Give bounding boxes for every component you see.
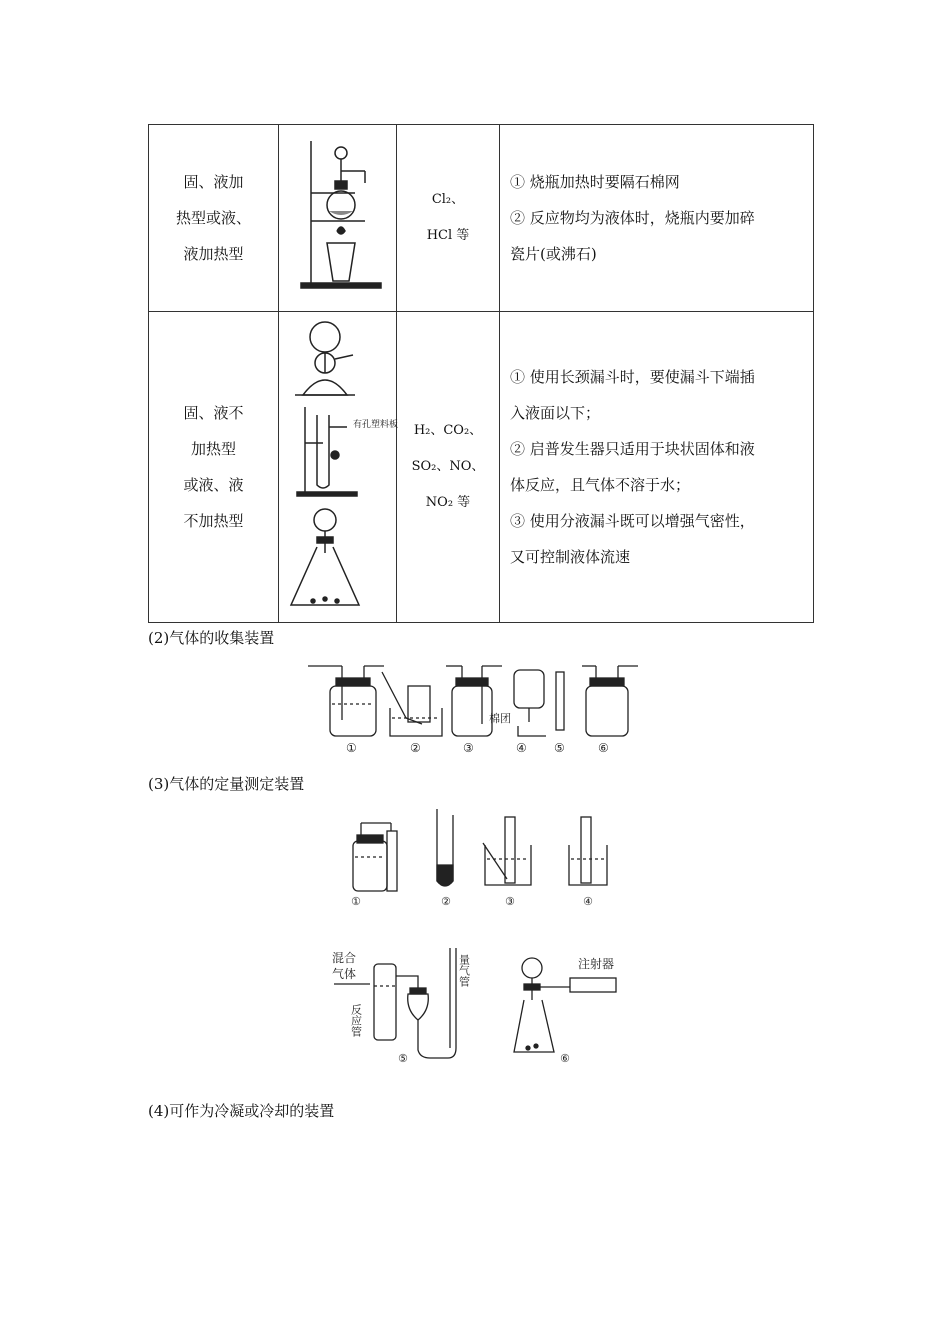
reaction-type-cell [149, 312, 279, 623]
type-line: 不加热型 [183, 512, 244, 530]
measure-label-1: ① [351, 895, 361, 908]
plate-label: 有孔塑料板 [352, 420, 398, 430]
measure-label-2: ② [441, 895, 451, 908]
measure-label-4: ④ [583, 895, 593, 908]
note-line: ② 启普发生器只适用于块状固体和液 [510, 440, 755, 458]
note-line: 又可控制液体流速 [510, 548, 631, 566]
note-line: 瓷片(或沸石) [510, 245, 597, 263]
reaction-tube-label: 反应管 [349, 1004, 363, 1037]
notes-cell [500, 125, 814, 312]
collection-label-6: ⑥ [598, 741, 609, 755]
note-line: ① 烧瓶加热时要隔石棉网 [510, 173, 680, 191]
gases-cell [397, 125, 500, 312]
collection-section-title: (2)气体的收集装置 [148, 629, 275, 647]
collection-label-3: ③ [463, 741, 474, 755]
type-line: 固、液加 [183, 173, 244, 191]
type-line: 加热型 [190, 440, 236, 458]
measure-apparatus-figure-2 [330, 940, 630, 1070]
notes-cell [500, 312, 814, 623]
apparatus-table [148, 124, 814, 623]
type-line: 液加热型 [183, 245, 244, 263]
measure-label-5: ⑤ [398, 1052, 408, 1065]
collection-label-5: ⑤ [554, 741, 565, 755]
gas-line: SO₂、NO、 [411, 459, 485, 474]
measure-section-title: (3)气体的定量测定装置 [148, 775, 305, 793]
type-line: 或液、液 [183, 476, 244, 494]
gas-line: NO₂ 等 [425, 495, 471, 510]
gas-line: H₂、CO₂、 [413, 423, 483, 438]
condense-section-title: (4)可作为冷凝或冷却的装置 [148, 1102, 335, 1120]
collection-label-4: ④ [516, 741, 527, 755]
mixed-gas-label-1: 混合 [332, 951, 357, 965]
gas-burette-label: 量气管 [457, 954, 471, 987]
table-row [149, 312, 814, 623]
apparatus-figure-cell [279, 125, 397, 312]
measure-label-6: ⑥ [560, 1052, 570, 1065]
syringe-label: 注射器 [578, 957, 615, 971]
gas-line: HCl 等 [426, 228, 470, 243]
cotton-label: 棉团 [489, 712, 511, 725]
reaction-type-cell [149, 125, 279, 312]
note-line: ③ 使用分液漏斗既可以增强气密性， [510, 512, 755, 530]
non-heating-apparatus-figure [283, 315, 398, 615]
collection-apparatus-figure [306, 660, 646, 760]
note-line: 体反应，且气体不溶于水； [510, 476, 691, 494]
measure-label-3: ③ [505, 895, 515, 908]
collection-label-2: ② [410, 741, 421, 755]
mixed-gas-label-2: 气体 [332, 967, 357, 981]
note-line: ① 使用长颈漏斗时，要使漏斗下端插 [510, 368, 755, 386]
note-line: ② 反应物均为液体时，烧瓶内要加碎 [510, 209, 755, 227]
type-line: 固、液不 [183, 404, 244, 422]
gases-cell [397, 312, 500, 623]
note-line: 入液面以下； [510, 404, 601, 422]
heating-apparatus-figure [283, 131, 393, 301]
apparatus-figure-cell [279, 312, 397, 623]
table-row [149, 125, 814, 312]
gas-line: Cl₂、 [431, 192, 465, 207]
collection-label-1: ① [346, 741, 357, 755]
type-line: 热型或液、 [175, 209, 251, 227]
measure-apparatus-figure-1 [345, 805, 625, 910]
